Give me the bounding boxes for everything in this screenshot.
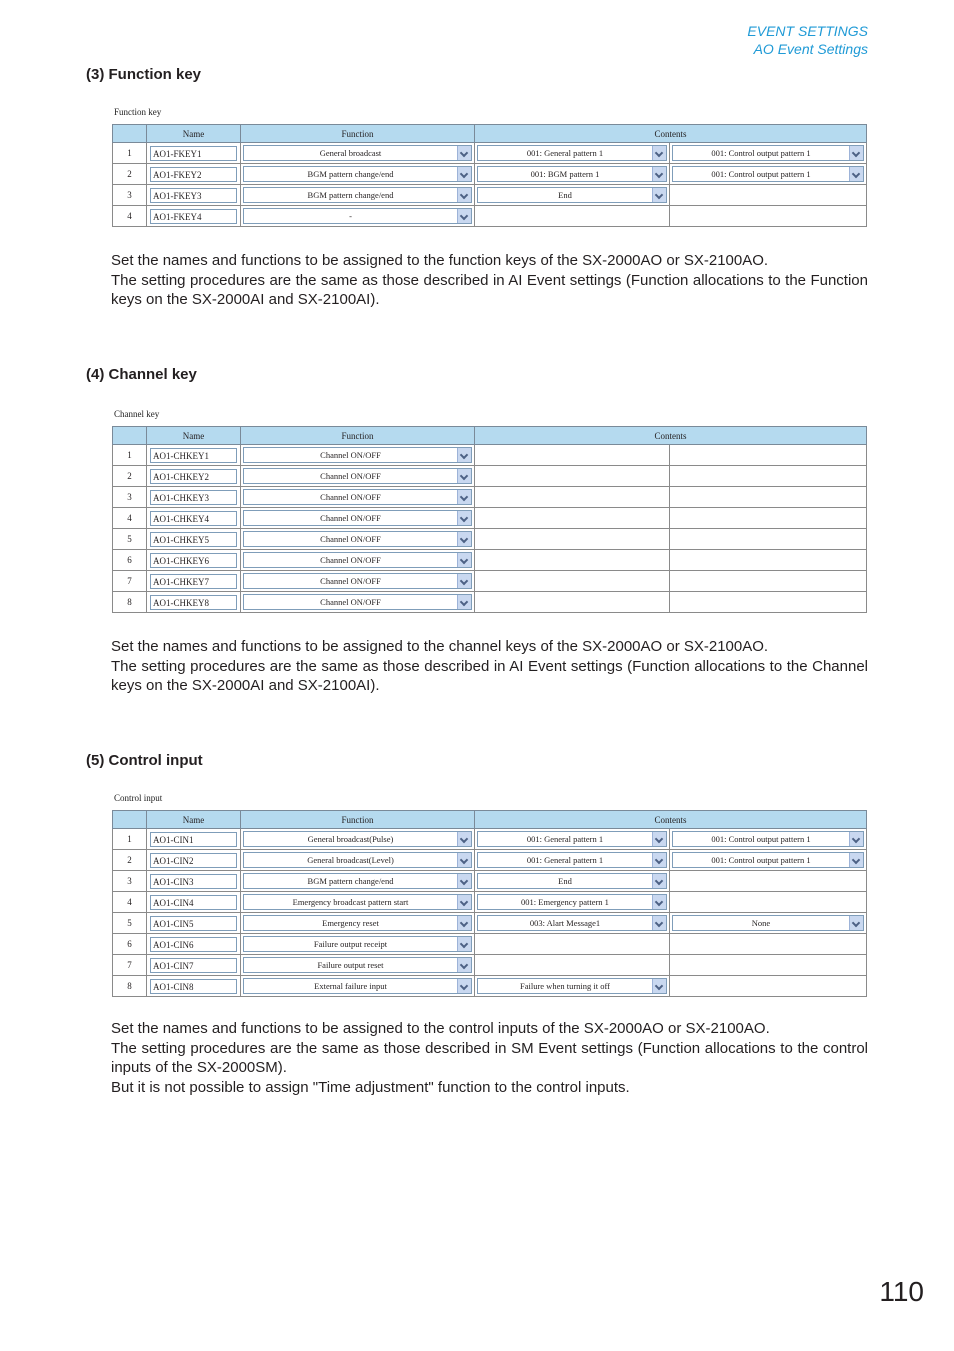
table-row (113, 143, 867, 164)
dropdown-value: Channel ON/OFF (320, 450, 381, 460)
name-cell (147, 892, 241, 913)
function-cell (241, 529, 475, 550)
contents-cell (670, 913, 867, 934)
name-cell (147, 976, 241, 997)
contents-cell (475, 143, 670, 164)
function-cell (241, 913, 475, 934)
name-input[interactable]: AO1-CIN4 (150, 895, 237, 910)
row-number: 6 (113, 934, 147, 955)
function-select[interactable] (243, 873, 472, 889)
contents-cell (475, 976, 670, 997)
contents-cell (475, 871, 670, 892)
header-name: Name (147, 125, 241, 143)
function-select[interactable] (243, 594, 472, 610)
table-row (113, 529, 867, 550)
dropdown-value: Failure when turning it off (519, 981, 611, 991)
table-row (113, 934, 867, 955)
chevron-down-icon[interactable] (652, 167, 666, 181)
function-cell (241, 976, 475, 997)
function-cell (241, 592, 475, 613)
name-cell (147, 850, 241, 871)
contents-select[interactable] (672, 166, 864, 182)
name-input[interactable]: AO1-FKEY2 (150, 167, 237, 182)
name-input[interactable]: AO1-FKEY3 (150, 188, 237, 203)
row-number: 5 (113, 913, 147, 934)
contents-select[interactable] (477, 873, 667, 889)
table-row (113, 592, 867, 613)
contents-cell (670, 206, 867, 227)
header-number (113, 811, 147, 829)
dropdown-value: End (558, 876, 572, 886)
name-cell (147, 487, 241, 508)
table-row (113, 508, 867, 529)
name-input[interactable]: AO1-CHKEY4 (150, 511, 237, 526)
dropdown-value: BGM pattern change/end (307, 169, 394, 179)
function-select[interactable] (243, 468, 472, 484)
name-input[interactable]: AO1-CHKEY7 (150, 574, 237, 589)
function-select[interactable] (243, 831, 472, 847)
paragraph: Set the names and functions to be assigned to the channel keys of the SX-2000AO or SX-2100AO. (111, 638, 769, 655)
contents-cell (670, 850, 867, 871)
contents-cell (475, 445, 670, 466)
contents-select[interactable] (672, 915, 864, 931)
header-subsection: AO Event Settings (753, 41, 868, 57)
name-input[interactable]: AO1-CIN7 (150, 958, 237, 973)
contents-cell (670, 529, 867, 550)
chevron-down-icon[interactable] (457, 490, 471, 504)
chevron-down-icon[interactable] (457, 574, 471, 588)
chevron-down-icon[interactable] (457, 832, 471, 846)
dropdown-value: 003: Alart Message1 (529, 918, 601, 928)
contents-cell (475, 571, 670, 592)
dropdown-value: Channel ON/OFF (320, 471, 381, 481)
function-cell (241, 934, 475, 955)
contents-cell (670, 976, 867, 997)
contents-select[interactable] (477, 915, 667, 931)
dropdown-value: - (349, 211, 352, 221)
dropdown-value: Failure output reset (317, 960, 384, 970)
name-cell (147, 185, 241, 206)
table-row (113, 466, 867, 487)
chevron-down-icon[interactable] (457, 532, 471, 546)
header-name: Name (147, 427, 241, 445)
row-number: 2 (113, 164, 147, 185)
control-input-description (111, 1019, 868, 1097)
contents-cell (670, 185, 867, 206)
contents-cell (475, 487, 670, 508)
header-section: EVENT SETTINGS (747, 23, 868, 39)
table-row (113, 571, 867, 592)
row-number: 1 (113, 143, 147, 164)
contents-cell (475, 955, 670, 976)
dropdown-value: BGM pattern change/end (307, 876, 394, 886)
name-input[interactable]: AO1-CHKEY2 (150, 469, 237, 484)
contents-cell (670, 871, 867, 892)
chevron-down-icon[interactable] (652, 895, 666, 909)
table-row (113, 185, 867, 206)
name-cell (147, 466, 241, 487)
paragraph: Set the names and functions to be assigned to the control inputs of the SX-2000AO or SX-2100AO. (111, 1020, 770, 1037)
row-number: 7 (113, 955, 147, 976)
row-number: 8 (113, 592, 147, 613)
dropdown-value: 001: Control output pattern 1 (711, 834, 811, 844)
function-cell (241, 829, 475, 850)
caption-function-key: Function key (114, 107, 162, 117)
dropdown-value: 001: Control output pattern 1 (711, 855, 811, 865)
name-input[interactable]: AO1-CIN6 (150, 937, 237, 952)
function-cell (241, 850, 475, 871)
contents-select[interactable] (672, 852, 864, 868)
contents-cell (475, 550, 670, 571)
function-select[interactable] (243, 573, 472, 589)
header-number (113, 125, 147, 143)
name-input[interactable]: AO1-CIN1 (150, 832, 237, 847)
header-function: Function (241, 427, 475, 445)
contents-select[interactable] (477, 145, 667, 161)
dropdown-value: End (558, 190, 572, 200)
contents-cell (475, 934, 670, 955)
dropdown-value: Channel ON/OFF (320, 576, 381, 586)
dropdown-value: General broadcast (319, 148, 382, 158)
row-number: 1 (113, 829, 147, 850)
dropdown-value: 001: General pattern 1 (526, 834, 604, 844)
chevron-down-icon[interactable] (849, 916, 863, 930)
table-row (113, 913, 867, 934)
function-select[interactable] (243, 957, 472, 973)
name-input[interactable]: AO1-CHKEY6 (150, 553, 237, 568)
contents-select[interactable] (477, 187, 667, 203)
contents-cell (670, 934, 867, 955)
function-cell (241, 206, 475, 227)
function-cell (241, 508, 475, 529)
table-row (113, 829, 867, 850)
contents-select[interactable] (672, 145, 864, 161)
dropdown-value: 001: General pattern 1 (526, 148, 604, 158)
dropdown-value: Channel ON/OFF (320, 492, 381, 502)
dropdown-value: 001: Emergency pattern 1 (521, 897, 609, 907)
chevron-down-icon[interactable] (457, 595, 471, 609)
contents-select[interactable] (477, 166, 667, 182)
paragraph: But it is not possible to assign "Time adjustment" function to the control inputs. (111, 1078, 630, 1096)
contents-cell (670, 143, 867, 164)
contents-cell (475, 185, 670, 206)
contents-cell (475, 466, 670, 487)
function-cell (241, 892, 475, 913)
chevron-down-icon[interactable] (457, 937, 471, 951)
chevron-down-icon[interactable] (457, 895, 471, 909)
contents-cell (670, 892, 867, 913)
dropdown-value: Emergency broadcast pattern start (292, 897, 409, 907)
function-cell (241, 445, 475, 466)
function-select[interactable] (243, 510, 472, 526)
chevron-down-icon[interactable] (652, 832, 666, 846)
dropdown-value: Emergency reset (322, 918, 379, 928)
chevron-down-icon[interactable] (457, 916, 471, 930)
dropdown-value: 001: General pattern 1 (526, 855, 604, 865)
name-input[interactable]: AO1-CIN2 (150, 853, 237, 868)
contents-cell (475, 850, 670, 871)
row-number: 2 (113, 850, 147, 871)
paragraph: The setting procedures are the same as those described in AI Event settings (Function allocations to the Channel keys on the SX-2000AI and SX-2100AI). (111, 657, 868, 694)
dropdown-value: Channel ON/OFF (320, 513, 381, 523)
contents-cell (475, 892, 670, 913)
function-key-table (112, 124, 867, 227)
section-title-control-input: (5) Control input (86, 752, 203, 769)
dropdown-value: 001: Control output pattern 1 (711, 169, 811, 179)
header-name: Name (147, 811, 241, 829)
function-cell (241, 487, 475, 508)
contents-cell (670, 487, 867, 508)
dropdown-value: Channel ON/OFF (320, 555, 381, 565)
name-cell (147, 934, 241, 955)
contents-cell (475, 913, 670, 934)
name-cell (147, 445, 241, 466)
channel-key-description (111, 637, 868, 696)
name-input[interactable]: AO1-CIN3 (150, 874, 237, 889)
function-select[interactable] (243, 145, 472, 161)
contents-select[interactable] (477, 831, 667, 847)
function-select[interactable] (243, 489, 472, 505)
name-cell (147, 529, 241, 550)
table-row (113, 487, 867, 508)
function-cell (241, 955, 475, 976)
chevron-down-icon[interactable] (457, 853, 471, 867)
caption-control-input: Control input (114, 793, 163, 803)
row-number: 4 (113, 892, 147, 913)
function-key-description (111, 251, 868, 310)
chevron-down-icon[interactable] (457, 146, 471, 160)
contents-cell (475, 508, 670, 529)
contents-cell (475, 164, 670, 185)
dropdown-value: Channel ON/OFF (320, 597, 381, 607)
paragraph: The setting procedures are the same as those described in AI Event settings (Function allocations to the Function keys on the SX-2000AI and SX-2100AI). (111, 271, 868, 308)
contents-select[interactable] (477, 852, 667, 868)
table-row (113, 850, 867, 871)
table-row (113, 550, 867, 571)
name-input[interactable]: AO1-CIN5 (150, 916, 237, 931)
page-number: 110 (879, 1276, 924, 1307)
name-cell (147, 571, 241, 592)
row-number: 3 (113, 487, 147, 508)
name-cell (147, 164, 241, 185)
chevron-down-icon[interactable] (849, 167, 863, 181)
function-cell (241, 185, 475, 206)
row-number: 8 (113, 976, 147, 997)
chevron-down-icon[interactable] (457, 188, 471, 202)
name-cell (147, 508, 241, 529)
dropdown-value: BGM pattern change/end (307, 190, 394, 200)
chevron-down-icon[interactable] (652, 916, 666, 930)
dropdown-value: 001: Control output pattern 1 (711, 148, 811, 158)
chevron-down-icon[interactable] (457, 469, 471, 483)
chevron-down-icon[interactable] (652, 188, 666, 202)
dropdown-value: Channel ON/OFF (320, 534, 381, 544)
function-cell (241, 143, 475, 164)
header-contents: Contents (475, 125, 867, 143)
function-cell (241, 466, 475, 487)
chevron-down-icon[interactable] (849, 146, 863, 160)
dropdown-value: Failure output receipt (313, 939, 388, 949)
section-title-channel-key: (4) Channel key (86, 366, 197, 383)
row-number: 1 (113, 445, 147, 466)
function-cell (241, 164, 475, 185)
name-input[interactable]: AO1-CHKEY1 (150, 448, 237, 463)
function-select[interactable] (243, 531, 472, 547)
chevron-down-icon[interactable] (457, 874, 471, 888)
contents-cell (670, 571, 867, 592)
function-cell (241, 571, 475, 592)
name-input[interactable]: AO1-FKEY4 (150, 209, 237, 224)
header-number (113, 427, 147, 445)
table-row (113, 892, 867, 913)
row-number: 4 (113, 206, 147, 227)
chevron-down-icon[interactable] (849, 832, 863, 846)
contents-cell (670, 550, 867, 571)
row-number: 4 (113, 508, 147, 529)
name-input[interactable]: AO1-FKEY1 (150, 146, 237, 161)
row-number: 6 (113, 550, 147, 571)
table-row (113, 206, 867, 227)
channel-key-table (112, 426, 867, 613)
chevron-down-icon[interactable] (652, 874, 666, 888)
function-select[interactable] (243, 208, 472, 224)
contents-cell (670, 829, 867, 850)
row-number: 7 (113, 571, 147, 592)
section-title-function-key: (3) Function key (86, 66, 202, 83)
chevron-down-icon[interactable] (849, 853, 863, 867)
contents-cell (670, 592, 867, 613)
function-select[interactable] (243, 166, 472, 182)
name-cell (147, 206, 241, 227)
contents-select[interactable] (477, 978, 667, 994)
contents-cell (670, 445, 867, 466)
header-function: Function (241, 125, 475, 143)
table-row (113, 955, 867, 976)
function-select[interactable] (243, 447, 472, 463)
chevron-down-icon[interactable] (457, 958, 471, 972)
function-select[interactable] (243, 894, 472, 910)
row-number: 3 (113, 871, 147, 892)
caption-channel-key: Channel key (114, 409, 160, 419)
function-cell (241, 550, 475, 571)
name-cell (147, 913, 241, 934)
function-select[interactable] (243, 978, 472, 994)
name-input[interactable]: AO1-CHKEY5 (150, 532, 237, 547)
contents-cell (475, 529, 670, 550)
chevron-down-icon[interactable] (652, 146, 666, 160)
function-select[interactable] (243, 915, 472, 931)
row-number: 2 (113, 466, 147, 487)
header-function: Function (241, 811, 475, 829)
name-input[interactable]: AO1-CIN8 (150, 979, 237, 994)
paragraph: The setting procedures are the same as those described in SM Event settings (Function allocations to the control inputs of the SX-2000SM). (111, 1039, 868, 1076)
name-cell (147, 955, 241, 976)
header-contents: Contents (475, 427, 867, 445)
function-cell (241, 871, 475, 892)
chevron-down-icon[interactable] (457, 511, 471, 525)
chevron-down-icon[interactable] (652, 853, 666, 867)
contents-cell (670, 164, 867, 185)
control-input-table (112, 810, 867, 997)
chevron-down-icon[interactable] (457, 979, 471, 993)
function-select[interactable] (243, 852, 472, 868)
chevron-down-icon[interactable] (457, 448, 471, 462)
chevron-down-icon[interactable] (457, 209, 471, 223)
function-select[interactable] (243, 187, 472, 203)
running-header (747, 22, 868, 58)
name-cell (147, 550, 241, 571)
contents-select[interactable] (672, 831, 864, 847)
function-select[interactable] (243, 936, 472, 952)
row-number: 3 (113, 185, 147, 206)
chevron-down-icon[interactable] (652, 979, 666, 993)
dropdown-value: None (751, 918, 771, 928)
function-select[interactable] (243, 552, 472, 568)
paragraph: Set the names and functions to be assigned to the function keys of the SX-2000AO or SX-2100AO. (111, 252, 769, 269)
contents-cell (475, 206, 670, 227)
table-row (113, 164, 867, 185)
dropdown-value: General broadcast(Level) (307, 855, 394, 865)
chevron-down-icon[interactable] (457, 553, 471, 567)
contents-cell (670, 955, 867, 976)
name-cell (147, 592, 241, 613)
contents-cell (475, 592, 670, 613)
table-row (113, 976, 867, 997)
name-cell (147, 829, 241, 850)
name-input[interactable]: AO1-CHKEY8 (150, 595, 237, 610)
table-row (113, 445, 867, 466)
header-contents: Contents (475, 811, 867, 829)
table-row (113, 871, 867, 892)
name-cell (147, 143, 241, 164)
contents-cell (670, 508, 867, 529)
dropdown-value: 001: BGM pattern 1 (530, 169, 600, 179)
name-input[interactable]: AO1-CHKEY3 (150, 490, 237, 505)
contents-select[interactable] (477, 894, 667, 910)
chevron-down-icon[interactable] (457, 167, 471, 181)
dropdown-value: General broadcast(Pulse) (307, 834, 394, 844)
row-number: 5 (113, 529, 147, 550)
dropdown-value: External failure input (314, 981, 387, 991)
contents-cell (475, 829, 670, 850)
contents-cell (670, 466, 867, 487)
name-cell (147, 871, 241, 892)
